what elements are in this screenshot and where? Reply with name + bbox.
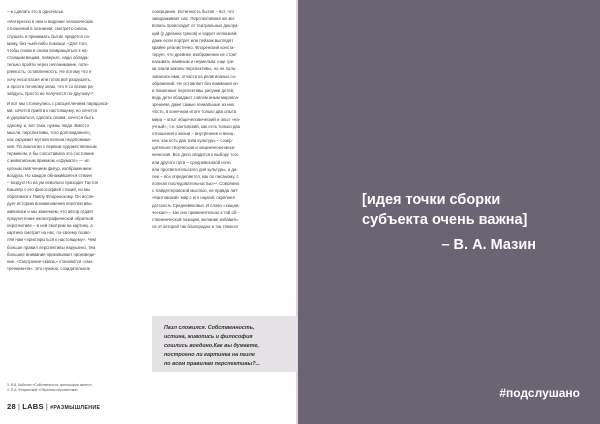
text-line: или другого пути – средневековой ночи: [152, 159, 231, 165]
quote-author: – В. А. Мазин: [441, 237, 536, 253]
text-line: нас окружает мутная пелена недопонима-: [7, 136, 92, 142]
text-line: а просто по-иному знаю, что я со всеми ра-: [7, 83, 94, 89]
text-column-2: [152, 8, 290, 230]
text-line: полною последовательностью»⁴. Совсемно: [152, 181, 240, 187]
text-line: вопись происходит от театральных декора-: [152, 23, 239, 29]
text-line: большее внимание приковывает произведе-: [7, 251, 96, 257]
text-line: рянность, оставленность. Не потому что я: [7, 69, 92, 75]
text-line: «Кантовский» мир с его наукой, окрепнея: [152, 195, 235, 201]
text-column-1: [7, 8, 145, 272]
text-line: тельно пройти через непонимание, поте-: [7, 62, 89, 68]
quote-line: [идея точки сборки: [362, 192, 501, 208]
callout-line: построено ли картинка на пазле: [164, 352, 255, 359]
text-line: ки знали законы перспективы, но не поль-: [152, 66, 237, 72]
text-line: И вот мы столкнулись с расщеплением парадокса-: [7, 101, 109, 107]
text-line: чтобы снова и снова возвращаться к на-: [7, 47, 88, 53]
brand-name: LABS: [22, 402, 44, 411]
text-line: термином, я бы сопоставила это состояние: [7, 151, 95, 157]
section-tag: #РАЗМЫШЛЕНИЕ: [50, 405, 101, 411]
text-line: больше правил перспективы нарушено, тем: [7, 244, 96, 250]
text-line: зрением, даже самые гениальные из них.: [152, 102, 236, 108]
text-line: ческая» – как оно применительно к той об-: [152, 209, 238, 215]
text-line: детскость Средневековья. И слово «хищни-: [152, 202, 240, 208]
text-line: крайне реалистично. Флоренский конста-: [152, 44, 235, 50]
text-line: мира – опыт общечеловеческий и опыт «на-: [152, 116, 241, 122]
text-line: созерцание. Истинность бытия – вот, что: [152, 9, 234, 14]
text-line: слушать и принимать бытие придется са-: [7, 33, 91, 39]
text-line: обратимся к Павлу Флоренскому. Он иссле-: [7, 194, 95, 200]
text-line: с живописным приемом «сфумато» — ис-: [7, 158, 91, 164]
text-line: ническая. Все дело сводится к выбору того: [152, 152, 239, 158]
text-line: зовались ими, отчасти из религиозных со-: [152, 73, 237, 79]
text-line: отношения к жизни – внутреннее и внеш-: [152, 130, 235, 136]
text-line: зойдусь, просто не получится по-другому»³.: [7, 90, 95, 96]
text-line: отношений в познании: смотреть-сквозь,: [7, 26, 89, 32]
text-line: ния. По аналогии с первым художественным: [7, 144, 97, 150]
quote-line: субъекта очень важна]: [362, 212, 528, 228]
page-number: 28: [7, 402, 16, 411]
text-line: «Есть, в конечном итоге только два опыта: [152, 109, 237, 115]
text-line: ся от которой так благородно и так тяжело!: [152, 224, 239, 230]
text-line: или просветительского дня культуры, а да-: [152, 166, 238, 172]
callout-text: [164, 324, 292, 369]
text-line: и лишенные перспективы рисунки детей,: [152, 87, 235, 93]
text-line: предпочтение иконографической обратной: [7, 215, 94, 221]
text-line: завораживает нас. Перспективная же жи-: [152, 16, 236, 22]
text-line: дует историю возникновения перспективы: [7, 201, 92, 207]
text-line: ственнической позиции, желание избавить-: [152, 216, 240, 222]
divider: |: [17, 402, 21, 411]
text-line: одному, и, вот-таки, нужны люди. Вместо: [7, 122, 90, 128]
puzzle-callout-box: [152, 316, 297, 372]
callout-line: Пазл сложился. Собственность,: [164, 325, 255, 331]
text-line: ведь дети обладают совсем иным мировоз-: [152, 95, 240, 101]
footnote: 3. В.В. Бибихин «Собственность: философия своего».: [7, 383, 93, 387]
text-line: ображений. Не оставляет без внимания он: [152, 80, 238, 86]
text-line: трением-на». Это нужное, созидательное: [7, 266, 91, 272]
callout-line: по всем правилам перспективы?...: [164, 361, 260, 368]
text-line: ляя нам «приоткрыться к настоящему». Чем: [7, 237, 96, 243]
text-line: кусным смягчением фигур, изображением: [7, 165, 92, 171]
text-line: хочу несогласия или готов всё разрушить,: [7, 76, 92, 82]
text-line: цательно-творческая и хищнически-меха-: [152, 145, 236, 151]
page-footer: [7, 402, 100, 411]
text-line: – и сделать это в одночасье.: [7, 9, 65, 14]
pull-quote: [362, 190, 527, 230]
text-line: мысли, перспективы, того долгожданного,: [7, 129, 91, 135]
text-line: лее – все определяется, как по писаному, с: [152, 173, 239, 179]
text-line: перспективе – в ней смотрим на картину, а: [7, 222, 93, 228]
text-line: называть наивным и неумелым: еще гре-: [152, 59, 235, 65]
divider: |: [45, 402, 49, 411]
text-line: ми: хочется прийти к настоящему, но хочется: [7, 108, 98, 114]
text-line: – воздух! Но на ум невольно приходит Гастон: [7, 179, 98, 185]
text-line: даже если портрет или пейзаж выглядят: [152, 37, 234, 43]
text-line: ций (у древних греков) и чарует иллюзией,: [152, 30, 238, 36]
footnote: 4. П.А. Флоренский «Обратная перспектива».: [7, 388, 79, 392]
text-line: картина смотрит на нас, по-своему позво-: [7, 230, 91, 236]
text-line: учный», т.е. кантовский, как есть только два: [152, 123, 240, 129]
text-line: тирует, что древнее изображение не стоит: [152, 52, 237, 58]
hashtag: #подслушано: [499, 386, 580, 400]
text-line: нее, как есть два типа культуры – созер-: [152, 138, 233, 144]
text-line: воздуха. Но каждое обнажившееся стихия: [7, 172, 92, 178]
callout-line: сошлись воедино.Как вы думаете,: [164, 343, 260, 350]
text-line: и удержаться, сделать своим; хочется быть: [7, 115, 94, 121]
callout-line: истина, живопись и философия: [164, 334, 253, 341]
text-line: Башляр с его философией стихий, но мы: [7, 187, 91, 193]
text-line: «Интересно в нем и видение человеческих: [7, 19, 94, 25]
text-line: живописи и мы замечаем, что автор отдает: [7, 208, 94, 214]
text-line: с Хайдеггеровской мыслью, не правда ли?: [152, 188, 238, 194]
text-line: ние. «Смотрение-сквозь» становится «смо-: [7, 258, 94, 264]
text-line: мому, без чьей-либо помощи. «Для того,: [7, 40, 89, 46]
text-line: стоящим вещам, поверьте, надо облада-: [7, 55, 89, 61]
